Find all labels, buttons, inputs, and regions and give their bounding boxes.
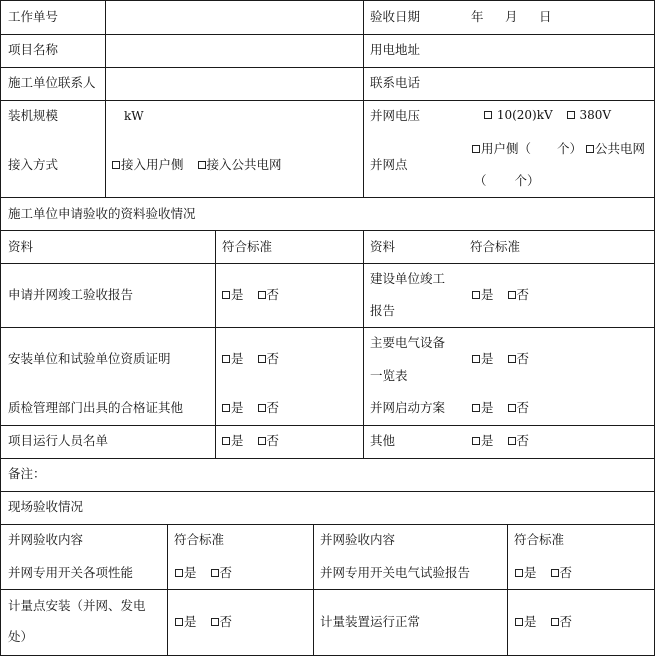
no-option[interactable]: 否 [508,433,530,449]
grid-point-public-option[interactable]: 公共电网 [586,141,645,157]
remarks-field[interactable] [50,459,654,491]
onsite-col-standard-right: 符合标准 [514,532,565,547]
row-line [0,491,655,492]
row-line [0,524,655,525]
checkbox-icon[interactable] [508,404,516,412]
project-name-label: 项目名称 [8,42,59,57]
no-option[interactable]: 否 [211,565,233,581]
checkbox-icon[interactable] [515,618,523,626]
yes-no-options [472,400,529,416]
row-line [0,425,655,426]
checkbox-icon[interactable] [258,437,266,445]
power-address-label: 用电地址 [370,42,421,57]
col-line [0,0,1,656]
doc-item-equipment-list-line1: 主要电气设备 [370,335,446,350]
yes-option[interactable]: 是 [222,351,244,367]
col-line [507,524,508,656]
row-line [0,327,655,328]
doc-item-qualification-proof: 安装单位和试验单位资质证明 [8,351,171,366]
documents-col-material: 资料 [8,239,34,254]
checkbox-icon[interactable] [175,618,183,626]
yes-option[interactable]: 是 [222,400,244,416]
yes-option[interactable]: 是 [472,433,494,449]
checkbox-icon[interactable] [222,291,230,299]
doc-item-completion-report: 申请并网竣工验收报告 [8,287,134,302]
checkbox-icon[interactable] [198,161,206,169]
grid-voltage-label: 并网电压 [370,108,421,123]
yes-option[interactable]: 是 [515,614,537,630]
col-line [215,230,216,458]
remarks-label: 备注： [8,466,46,481]
contact-phone-field[interactable] [440,68,654,100]
work-order-field[interactable] [106,1,363,34]
col-line [313,524,314,656]
voltage-option-10kv[interactable]: 10(20)kV [484,107,553,123]
date-year-label[interactable]: 年 [471,9,484,24]
doc-item-builder-report-line2: 报告 [370,303,396,318]
checkbox-icon[interactable] [508,291,516,299]
yes-no-options [472,351,529,367]
yes-option[interactable]: 是 [175,614,197,630]
checkbox-icon[interactable] [222,437,230,445]
yes-no-options [472,433,529,449]
doc-item-builder-report-line1: 建设单位竣工 [370,271,446,286]
no-option[interactable]: 否 [211,614,233,630]
checkbox-icon[interactable] [258,355,266,363]
documents-col-standard: 符合标准 [222,239,273,254]
checkbox-icon[interactable] [472,437,480,445]
checkbox-icon[interactable] [508,355,516,363]
yes-no-options [472,287,529,303]
yes-no-options [222,400,279,416]
checkbox-icon[interactable] [515,569,523,577]
checkbox-icon[interactable] [551,569,559,577]
col-line [167,524,168,656]
no-option[interactable]: 否 [508,351,530,367]
contact-phone-label: 联系电话 [370,75,421,90]
checkbox-icon[interactable] [222,355,230,363]
yes-option[interactable]: 是 [222,433,244,449]
yes-option[interactable]: 是 [222,287,244,303]
checkbox-icon[interactable] [472,291,480,299]
documents-col-standard-right: 符合标准 [470,239,521,254]
no-option[interactable]: 否 [508,287,530,303]
col-line [363,230,364,458]
voltage-options [484,107,611,123]
checkbox-icon[interactable] [472,355,480,363]
documents-section-title: 施工单位申请验收的资料验收情况 [8,206,196,221]
checkbox-icon[interactable] [211,618,219,626]
work-order-label: 工作单号 [8,9,59,24]
onsite-item-switch-test-report: 并网专用开关电气试验报告 [320,565,471,580]
row-line [0,100,655,101]
yes-option[interactable]: 是 [472,287,494,303]
checkbox-icon[interactable] [586,145,594,153]
access-option-public-grid[interactable]: 接入公共电网 [198,157,282,173]
checkbox-icon[interactable] [175,569,183,577]
no-option[interactable]: 否 [508,400,530,416]
col-line [363,0,364,197]
onsite-item-metering-install-cont: 处） [8,629,34,644]
capacity-unit: kW [124,109,144,123]
doc-item-startup-plan: 并网启动方案 [370,400,446,415]
project-name-field[interactable] [106,35,363,67]
onsite-col-content-right: 并网验收内容 [320,532,396,547]
checkbox-icon[interactable] [508,437,516,445]
yes-no-options [175,565,232,581]
doc-item-equipment-list-line2: 一览表 [370,368,408,383]
checkbox-icon[interactable] [112,161,120,169]
contractor-contact-field[interactable] [106,68,363,100]
grid-point-label: 并网点 [370,157,408,172]
yes-no-options [175,614,232,630]
documents-col-material-right: 资料 [370,239,396,254]
yes-option[interactable]: 是 [175,565,197,581]
yes-no-options [222,433,279,449]
doc-item-other: 其他 [370,433,396,448]
row-line [0,230,655,231]
yes-option[interactable]: 是 [472,351,494,367]
checkbox-icon[interactable] [567,111,575,119]
capacity-label: 装机规模 [8,108,59,123]
row-line [0,263,655,264]
power-address-field[interactable] [440,35,654,67]
no-option[interactable]: 否 [258,400,280,416]
grid-point-public-count[interactable]: （ 个） [474,173,540,188]
checkbox-icon[interactable] [258,404,266,412]
checkbox-icon[interactable] [258,291,266,299]
yes-option[interactable]: 是 [472,400,494,416]
onsite-col-standard: 符合标准 [174,532,225,547]
row-line [0,197,655,198]
voltage-option-380v[interactable]: 380V [567,107,611,123]
doc-item-staff-list: 项目运行人员名单 [8,433,109,448]
access-mode-label: 接入方式 [8,157,59,172]
grid-point-user-option[interactable]: 用户侧（ 个） [472,141,582,157]
onsite-item-metering-operation: 计量装置运行正常 [320,614,421,629]
row-line [0,589,655,590]
onsite-item-switch-performance: 并网专用开关各项性能 [8,565,134,580]
checkbox-icon[interactable] [472,145,480,153]
no-option[interactable]: 否 [551,565,573,581]
yes-no-options [222,351,279,367]
access-option-user-side[interactable]: 接入用户侧 [112,157,184,173]
onsite-col-content: 并网验收内容 [8,532,84,547]
checkbox-icon[interactable] [211,569,219,577]
yes-no-options [515,565,572,581]
doc-item-certificate: 质检管理部门出具的合格证其他 [8,400,184,415]
onsite-item-metering-install: 计量点安装（并网、发电 [8,598,146,613]
date-month-label[interactable]: 月 [505,9,518,24]
checkbox-icon[interactable] [484,111,492,119]
date-day-label[interactable]: 日 [539,9,552,24]
access-options [112,157,282,173]
checkbox-icon[interactable] [222,404,230,412]
yes-option[interactable]: 是 [515,565,537,581]
no-option[interactable]: 否 [551,614,573,630]
onsite-section-title: 现场验收情况 [8,499,84,514]
acceptance-date-label: 验收日期 [370,9,421,24]
contractor-contact-label: 施工单位联系人 [8,75,96,90]
yes-no-options [222,287,279,303]
no-option[interactable]: 否 [258,433,280,449]
yes-no-options [515,614,572,630]
checkbox-icon[interactable] [551,618,559,626]
no-option[interactable]: 否 [258,351,280,367]
checkbox-icon[interactable] [472,404,480,412]
no-option[interactable]: 否 [258,287,280,303]
